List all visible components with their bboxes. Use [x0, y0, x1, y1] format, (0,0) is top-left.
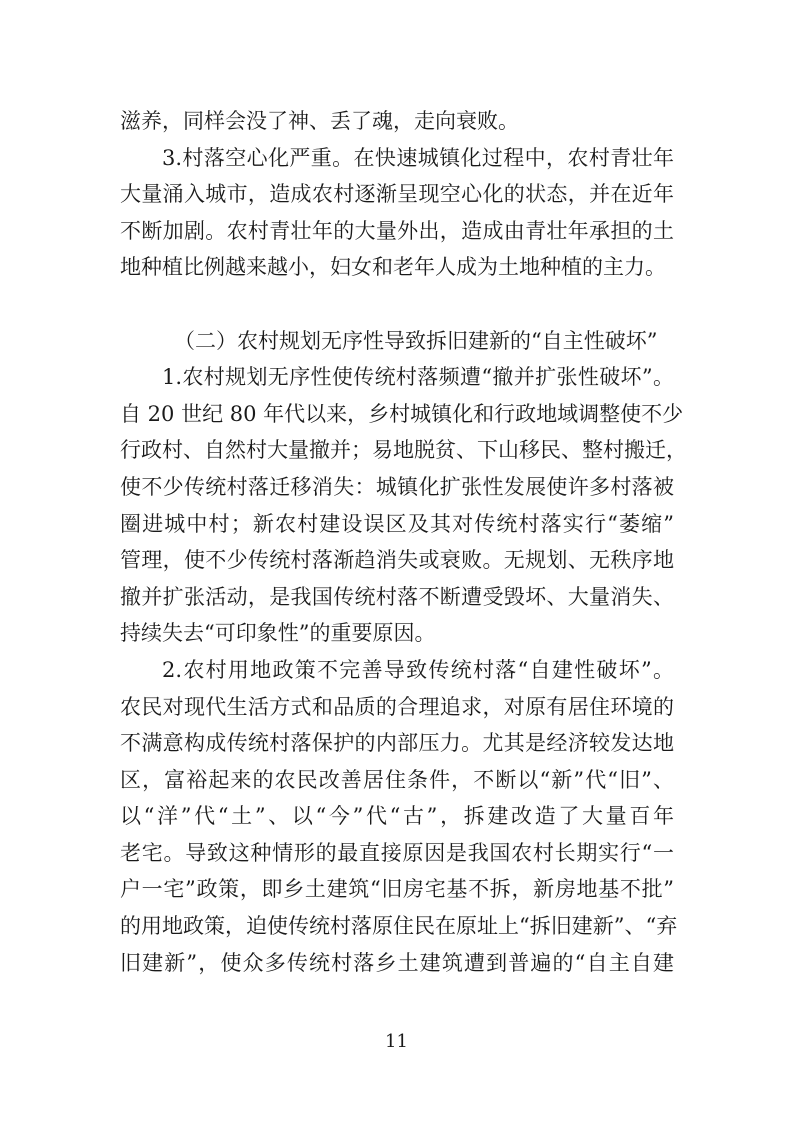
text-line: 3.村落空心化严重。在快速城镇化过程中，农村青壮年 — [162, 145, 674, 170]
text-line: 老宅。导致这种情形的最直接原因是我国农村长期实行“一 — [120, 840, 674, 865]
text-line: 区，富裕起来的农民改善居住条件，不断以“新”代“旧”、 — [120, 767, 674, 792]
paragraph-hollowing — [120, 140, 674, 286]
section-heading: （二）农村规划无序性导致拆旧建新的“自主性破坏” — [174, 328, 658, 353]
text-line: 以“洋”代“土”、以“今”代“古”，拆建改造了大量百年 — [120, 804, 674, 829]
text-line: 使不少传统村落迁移消失：城镇化扩张性发展使许多村落被 — [120, 474, 674, 499]
text-line: 管理，使不少传统村落渐趋消失或衰败。无规划、无秩序地 — [120, 548, 674, 573]
text-line: 旧建新”，使众多传统村落乡土建筑遭到普遍的“自主自建 — [120, 950, 674, 975]
text-line: 1.农村规划无序性使传统村落频遭“撤并扩张性破坏”。 — [162, 365, 674, 390]
body-text — [120, 103, 687, 981]
text-line: 的用地政策，迫使传统村落原住民在原址上“拆旧建新”、“弃 — [120, 914, 678, 939]
text-line: 大量涌入城市，造成农村逐渐呈现空心化的状态，并在近年 — [120, 182, 674, 207]
text-line: 户一宅”政策，即乡土建筑“旧房宅基不拆，新房地基不批” — [120, 877, 674, 902]
text-line: 2.农村用地政策不完善导致传统村落“自建性破坏”。 — [162, 657, 674, 682]
page-number: 11 — [385, 1031, 408, 1052]
text-line: 持续失去“可印象性”的重要原因。 — [120, 621, 436, 646]
paragraph-land-policy — [120, 652, 678, 981]
text-line: 不满意构成传统村落保护的内部压力。尤其是经济较发达地 — [120, 731, 674, 756]
text-line: 撤并扩张活动，是我国传统村落不断遭受毁坏、大量消失、 — [120, 584, 674, 609]
text-line: 自 20 世纪 80 年代以来，乡村城镇化和行政地域调整使不少 — [120, 401, 684, 426]
text-line: 农民对现代生活方式和品质的合理追求，对原有居住环境的 — [120, 694, 674, 719]
text-line: 圈进城中村；新农村建设误区及其对传统村落实行“萎缩” — [120, 511, 674, 536]
text-line: 滋养，同样会没了神、丢了魂，走向衰败。 — [120, 109, 519, 133]
paragraph-gap — [120, 286, 674, 323]
paragraph-planning — [120, 359, 687, 652]
text-line: 不断加剧。农村青壮年的大量外出，造成由青壮年承担的土 — [120, 218, 674, 243]
text-line: 行政村、自然村大量撤并；易地脱贫、下山移民、整村搬迁， — [120, 438, 687, 463]
paragraph-continuation — [120, 103, 674, 140]
text-line: 地种植比例越来越小，妇女和老年人成为土地种植的主力。 — [120, 255, 666, 280]
